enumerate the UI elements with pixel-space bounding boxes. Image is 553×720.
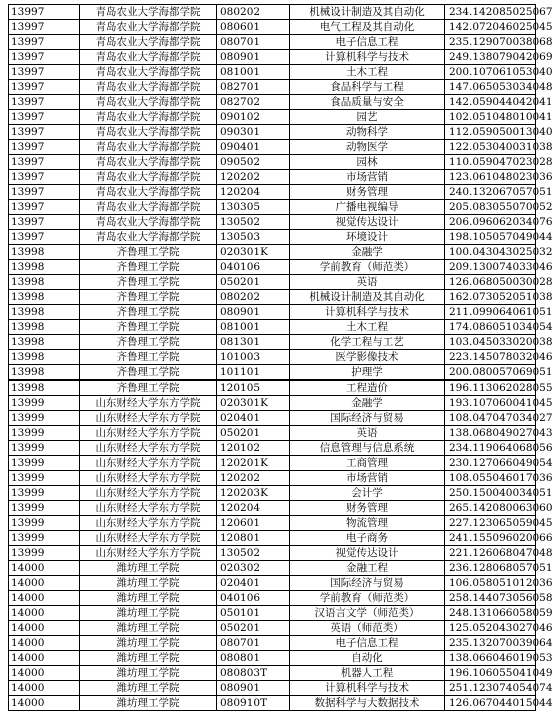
school-code-cell: 13997: [9, 155, 80, 170]
major-name-cell: 环境设计: [290, 230, 445, 245]
table-row: [9, 411, 536, 426]
major-code-cell: 050201: [217, 621, 290, 636]
major-name-cell: 会计学: [290, 486, 445, 501]
score-cell: 110.059047023028: [445, 155, 536, 170]
school-code-cell: 13997: [9, 5, 80, 20]
score-cell: 258.144073056058: [445, 591, 536, 606]
major-name-cell: 国际经济与贸易: [290, 411, 445, 426]
score-cell: 206.096062034076: [445, 215, 536, 230]
major-name-cell: 汉语言文学（师范类）: [290, 606, 445, 621]
school-code-cell: 14000: [9, 696, 80, 711]
major-name-cell: 市场营销: [290, 170, 445, 185]
school-code-cell: 14000: [9, 621, 80, 636]
major-name-cell: 自动化: [290, 651, 445, 666]
major-name-cell: 电子信息工程: [290, 35, 445, 50]
table-row: [9, 20, 536, 35]
school-code-cell: 13997: [9, 65, 80, 80]
major-code-cell: 101003: [217, 350, 290, 365]
table-row: [9, 95, 536, 110]
table-row: [9, 230, 536, 245]
table-row: [9, 516, 536, 531]
score-cell: 230.127066049054: [445, 456, 536, 471]
major-code-cell: 120204: [217, 185, 290, 200]
score-cell: 102.051048010041: [445, 110, 536, 125]
school-name-cell: 青岛农业大学海都学院: [80, 20, 217, 35]
school-name-cell: 潍坊理工学院: [80, 606, 217, 621]
school-code-cell: 13998: [9, 245, 80, 260]
score-cell: 138.068049027043: [445, 426, 536, 441]
school-code-cell: 13997: [9, 170, 80, 185]
major-code-cell: 130503: [217, 230, 290, 245]
school-name-cell: 青岛农业大学海都学院: [80, 5, 217, 20]
school-name-cell: 潍坊理工学院: [80, 621, 217, 636]
school-code-cell: 14000: [9, 636, 80, 651]
school-code-cell: 13998: [9, 365, 80, 381]
major-code-cell: 120202: [217, 170, 290, 185]
school-code-cell: 13999: [9, 456, 80, 471]
score-cell: 205.083055070052: [445, 200, 536, 215]
table-row: [9, 621, 536, 636]
table-row: [9, 576, 536, 591]
score-cell: 174.086051034054: [445, 320, 536, 335]
major-code-cell: 080901: [217, 681, 290, 696]
major-name-cell: 英语: [290, 426, 445, 441]
school-name-cell: 潍坊理工学院: [80, 591, 217, 606]
major-code-cell: 040106: [217, 260, 290, 275]
school-code-cell: 13997: [9, 185, 80, 200]
major-code-cell: 081001: [217, 320, 290, 335]
table-row: [9, 215, 536, 230]
table-row: [9, 35, 536, 50]
major-name-cell: 计算机科学与技术: [290, 305, 445, 320]
school-code-cell: 13997: [9, 140, 80, 155]
major-code-cell: 120102: [217, 441, 290, 456]
score-cell: 248.131066058059: [445, 606, 536, 621]
major-code-cell: 120801: [217, 531, 290, 546]
school-code-cell: 13998: [9, 290, 80, 305]
major-code-cell: 090102: [217, 110, 290, 125]
school-code-cell: 13997: [9, 125, 80, 140]
table-row: [9, 320, 536, 335]
table-row: [9, 290, 536, 305]
table-row: [9, 651, 536, 666]
school-name-cell: 山东财经大学东方学院: [80, 411, 217, 426]
major-code-cell: 130502: [217, 546, 290, 561]
table-row: [9, 681, 536, 696]
school-name-cell: 齐鲁理工学院: [80, 260, 217, 275]
school-name-cell: 青岛农业大学海都学院: [80, 35, 217, 50]
major-code-cell: 050201: [217, 426, 290, 441]
table-row: [9, 155, 536, 170]
score-cell: 112.059050013040: [445, 125, 536, 140]
school-code-cell: 13999: [9, 516, 80, 531]
table-row: [9, 335, 536, 350]
score-cell: 235.129070038068: [445, 35, 536, 50]
major-code-cell: 020401: [217, 411, 290, 426]
table-row: [9, 5, 536, 20]
major-name-cell: 电子商务: [290, 531, 445, 546]
table-row: [9, 140, 536, 155]
major-name-cell: 机械设计制造及其自动化: [290, 290, 445, 305]
major-code-cell: 130502: [217, 215, 290, 230]
school-name-cell: 青岛农业大学海都学院: [80, 200, 217, 215]
school-code-cell: 13998: [9, 275, 80, 290]
score-cell: 126.068050030028: [445, 275, 536, 290]
major-name-cell: 金融学: [290, 245, 445, 260]
score-cell: 108.047047034027: [445, 411, 536, 426]
score-cell: 193.107060041045: [445, 396, 536, 411]
major-name-cell: 食品质量与安全: [290, 95, 445, 110]
major-code-cell: 120203K: [217, 486, 290, 501]
score-cell: 250.150040034051: [445, 486, 536, 501]
major-code-cell: 082702: [217, 95, 290, 110]
major-name-cell: 物流管理: [290, 516, 445, 531]
table-body: [9, 5, 553, 711]
major-name-cell: 医学影像技术: [290, 350, 445, 365]
score-cell: 236.128068057051: [445, 561, 536, 576]
table-row: [9, 365, 536, 381]
school-name-cell: 山东财经大学东方学院: [80, 531, 217, 546]
school-name-cell: 潍坊理工学院: [80, 666, 217, 681]
school-name-cell: 青岛农业大学海都学院: [80, 65, 217, 80]
table-row: [9, 426, 536, 441]
score-cell: 108.055046017036: [445, 471, 536, 486]
school-name-cell: 山东财经大学东方学院: [80, 486, 217, 501]
major-name-cell: 园林: [290, 155, 445, 170]
school-name-cell: 山东财经大学东方学院: [80, 441, 217, 456]
major-name-cell: 机器人工程: [290, 666, 445, 681]
major-code-cell: 080202: [217, 5, 290, 20]
school-name-cell: 山东财经大学东方学院: [80, 471, 217, 486]
score-cell: 162.073052051038: [445, 290, 536, 305]
school-code-cell: 13998: [9, 335, 80, 350]
score-cell: 251.123074054074: [445, 681, 536, 696]
table-row: [9, 561, 536, 576]
major-code-cell: 090502: [217, 155, 290, 170]
school-name-cell: 潍坊理工学院: [80, 651, 217, 666]
major-code-cell: 040106: [217, 591, 290, 606]
table-row: [9, 245, 536, 260]
table-row: [9, 170, 536, 185]
score-cell: 125.052043027046: [445, 621, 536, 636]
table-row: [9, 200, 536, 215]
school-code-cell: 14000: [9, 666, 80, 681]
table-row: [9, 501, 536, 516]
table-row: [9, 65, 536, 80]
major-name-cell: 数据科学与大数据技术: [290, 696, 445, 711]
major-code-cell: 020301K: [217, 396, 290, 411]
table-row: [9, 185, 536, 200]
table-row: [9, 591, 536, 606]
school-name-cell: 齐鲁理工学院: [80, 275, 217, 290]
school-code-cell: 13997: [9, 35, 80, 50]
school-name-cell: 山东财经大学东方学院: [80, 396, 217, 411]
score-cell: 249.138079042069: [445, 50, 536, 65]
major-code-cell: 130305: [217, 200, 290, 215]
school-name-cell: 青岛农业大学海都学院: [80, 170, 217, 185]
table-row: [9, 456, 536, 471]
school-name-cell: 潍坊理工学院: [80, 576, 217, 591]
school-name-cell: 齐鲁理工学院: [80, 365, 217, 381]
score-cell: 196.106055041049: [445, 666, 536, 681]
major-code-cell: 080601: [217, 20, 290, 35]
table-row: [9, 471, 536, 486]
school-name-cell: 潍坊理工学院: [80, 561, 217, 576]
major-name-cell: 电气工程及其自动化: [290, 20, 445, 35]
school-name-cell: 齐鲁理工学院: [80, 290, 217, 305]
major-name-cell: 学前教育（师范类）: [290, 591, 445, 606]
school-name-cell: 青岛农业大学海都学院: [80, 110, 217, 125]
score-cell: 196.113062028055: [445, 380, 536, 396]
major-code-cell: 090301: [217, 125, 290, 140]
school-name-cell: 潍坊理工学院: [80, 681, 217, 696]
major-code-cell: 120204: [217, 501, 290, 516]
major-code-cell: 080901: [217, 305, 290, 320]
school-code-cell: 13997: [9, 110, 80, 125]
score-cell: 235.132070039064: [445, 636, 536, 651]
score-cell: 122.053040031038: [445, 140, 536, 155]
score-cell: 198.105057049044: [445, 230, 536, 245]
school-name-cell: 青岛农业大学海都学院: [80, 185, 217, 200]
school-code-cell: 13999: [9, 411, 80, 426]
major-code-cell: 080701: [217, 636, 290, 651]
major-code-cell: 081301: [217, 335, 290, 350]
score-cell: 147.065053034048: [445, 80, 536, 95]
school-code-cell: 13997: [9, 215, 80, 230]
major-name-cell: 计算机科学与技术: [290, 681, 445, 696]
school-code-cell: 13998: [9, 260, 80, 275]
table-row: [9, 396, 536, 411]
school-code-cell: 13997: [9, 200, 80, 215]
major-name-cell: 化学工程与工艺: [290, 335, 445, 350]
score-cell: 138.066046019053: [445, 651, 536, 666]
score-cell: 142.059044042041: [445, 95, 536, 110]
school-code-cell: 14000: [9, 576, 80, 591]
score-cell: 200.080057069051: [445, 365, 536, 381]
table-row: [9, 125, 536, 140]
school-name-cell: 青岛农业大学海都学院: [80, 215, 217, 230]
school-name-cell: 青岛农业大学海都学院: [80, 50, 217, 65]
school-code-cell: 13997: [9, 95, 80, 110]
table-row: [9, 486, 536, 501]
school-code-cell: 13998: [9, 350, 80, 365]
major-code-cell: 120601: [217, 516, 290, 531]
admission-score-table: [8, 4, 553, 711]
school-name-cell: 齐鲁理工学院: [80, 380, 217, 396]
major-name-cell: 工商管理: [290, 456, 445, 471]
school-name-cell: 青岛农业大学海都学院: [80, 80, 217, 95]
major-code-cell: 080910T: [217, 696, 290, 711]
school-name-cell: 青岛农业大学海都学院: [80, 155, 217, 170]
table-row: [9, 350, 536, 365]
school-code-cell: 13998: [9, 320, 80, 335]
school-name-cell: 青岛农业大学海都学院: [80, 95, 217, 110]
school-name-cell: 齐鲁理工学院: [80, 245, 217, 260]
school-name-cell: 青岛农业大学海都学院: [80, 125, 217, 140]
score-cell: 241.155096020066: [445, 531, 536, 546]
school-code-cell: 14000: [9, 591, 80, 606]
major-name-cell: 广播电视编导: [290, 200, 445, 215]
table-row: [9, 305, 536, 320]
major-code-cell: 080801: [217, 651, 290, 666]
school-name-cell: 山东财经大学东方学院: [80, 426, 217, 441]
school-code-cell: 13997: [9, 20, 80, 35]
school-code-cell: 13999: [9, 441, 80, 456]
major-name-cell: 动物医学: [290, 140, 445, 155]
school-code-cell: 13998: [9, 380, 80, 396]
score-cell: 100.043043025032: [445, 245, 536, 260]
major-name-cell: 金融工程: [290, 561, 445, 576]
table-row: [9, 441, 536, 456]
score-cell: 106.058051012036: [445, 576, 536, 591]
major-name-cell: 土木工程: [290, 320, 445, 335]
major-code-cell: 020302: [217, 561, 290, 576]
table-row: [9, 531, 536, 546]
school-name-cell: 山东财经大学东方学院: [80, 501, 217, 516]
score-cell: 126.067044015044: [445, 696, 536, 711]
major-name-cell: 财务管理: [290, 185, 445, 200]
major-name-cell: 动物科学: [290, 125, 445, 140]
major-name-cell: 电子信息工程: [290, 636, 445, 651]
score-cell: 103.045033020038: [445, 335, 536, 350]
school-name-cell: 潍坊理工学院: [80, 696, 217, 711]
score-cell: 234.142085025067: [445, 5, 536, 20]
school-code-cell: 14000: [9, 606, 80, 621]
school-code-cell: 14000: [9, 681, 80, 696]
school-code-cell: 13999: [9, 426, 80, 441]
school-code-cell: 13998: [9, 305, 80, 320]
major-name-cell: 市场营销: [290, 471, 445, 486]
school-name-cell: 山东财经大学东方学院: [80, 516, 217, 531]
score-cell: 142.072046025045: [445, 20, 536, 35]
table-row: [9, 50, 536, 65]
major-code-cell: 080901: [217, 50, 290, 65]
table-row: [9, 546, 536, 561]
major-code-cell: 081001: [217, 65, 290, 80]
school-name-cell: 潍坊理工学院: [80, 636, 217, 651]
school-name-cell: 齐鲁理工学院: [80, 320, 217, 335]
major-name-cell: 学前教育（师范类）: [290, 260, 445, 275]
table-row: [9, 110, 536, 125]
major-name-cell: 园艺: [290, 110, 445, 125]
school-code-cell: 13999: [9, 396, 80, 411]
table-row: [9, 275, 536, 290]
major-code-cell: 020401: [217, 576, 290, 591]
major-code-cell: 050201: [217, 275, 290, 290]
major-code-cell: 090401: [217, 140, 290, 155]
school-code-cell: 13999: [9, 501, 80, 516]
score-cell: 265.142080063060: [445, 501, 536, 516]
major-name-cell: 金融学: [290, 396, 445, 411]
table-row: [9, 666, 536, 681]
score-cell: 123.061048023036: [445, 170, 536, 185]
table-row: [9, 696, 536, 711]
major-name-cell: 视觉传达设计: [290, 215, 445, 230]
major-name-cell: 计算机科学与技术: [290, 50, 445, 65]
major-code-cell: 080202: [217, 290, 290, 305]
school-code-cell: 13999: [9, 486, 80, 501]
major-name-cell: 信息管理与信息系统: [290, 441, 445, 456]
major-code-cell: 120201K: [217, 456, 290, 471]
score-cell: 240.132067057051: [445, 185, 536, 200]
score-cell: 209.130074033046: [445, 260, 536, 275]
table-row: [9, 380, 536, 396]
school-code-cell: 13997: [9, 80, 80, 95]
school-name-cell: 山东财经大学东方学院: [80, 546, 217, 561]
school-name-cell: 青岛农业大学海都学院: [80, 230, 217, 245]
major-code-cell: 050101: [217, 606, 290, 621]
table-row: [9, 636, 536, 651]
major-name-cell: 英语: [290, 275, 445, 290]
school-code-cell: 13999: [9, 546, 80, 561]
major-name-cell: 工程造价: [290, 380, 445, 396]
major-name-cell: 护理学: [290, 365, 445, 381]
major-name-cell: 英语（师范类）: [290, 621, 445, 636]
major-code-cell: 080803T: [217, 666, 290, 681]
score-cell: 211.099064061051: [445, 305, 536, 320]
major-name-cell: 视觉传达设计: [290, 546, 445, 561]
school-name-cell: 齐鲁理工学院: [80, 350, 217, 365]
school-name-cell: 山东财经大学东方学院: [80, 456, 217, 471]
score-cell: 221.126068047048: [445, 546, 536, 561]
school-code-cell: 14000: [9, 561, 80, 576]
major-code-cell: 080701: [217, 35, 290, 50]
major-code-cell: 082701: [217, 80, 290, 95]
table-row: [9, 260, 536, 275]
table-row: [9, 606, 536, 621]
school-code-cell: 13999: [9, 471, 80, 486]
major-name-cell: 机械设计制造及其自动化: [290, 5, 445, 20]
major-code-cell: 020301K: [217, 245, 290, 260]
school-code-cell: 13999: [9, 531, 80, 546]
major-code-cell: 120202: [217, 471, 290, 486]
score-cell: 227.123065059045: [445, 516, 536, 531]
school-name-cell: 齐鲁理工学院: [80, 335, 217, 350]
score-cell: 234.119064068056: [445, 441, 536, 456]
school-code-cell: 14000: [9, 651, 80, 666]
major-code-cell: 120105: [217, 380, 290, 396]
school-name-cell: 青岛农业大学海都学院: [80, 140, 217, 155]
school-name-cell: 齐鲁理工学院: [80, 305, 217, 320]
major-name-cell: 食品科学与工程: [290, 80, 445, 95]
major-name-cell: 国际经济与贸易: [290, 576, 445, 591]
major-name-cell: 财务管理: [290, 501, 445, 516]
score-cell: 200.107061053040: [445, 65, 536, 80]
table-row: [9, 80, 536, 95]
school-code-cell: 13997: [9, 50, 80, 65]
school-code-cell: 13997: [9, 230, 80, 245]
score-cell: 223.145078032046: [445, 350, 536, 365]
major-code-cell: 101101: [217, 365, 290, 381]
major-name-cell: 土木工程: [290, 65, 445, 80]
